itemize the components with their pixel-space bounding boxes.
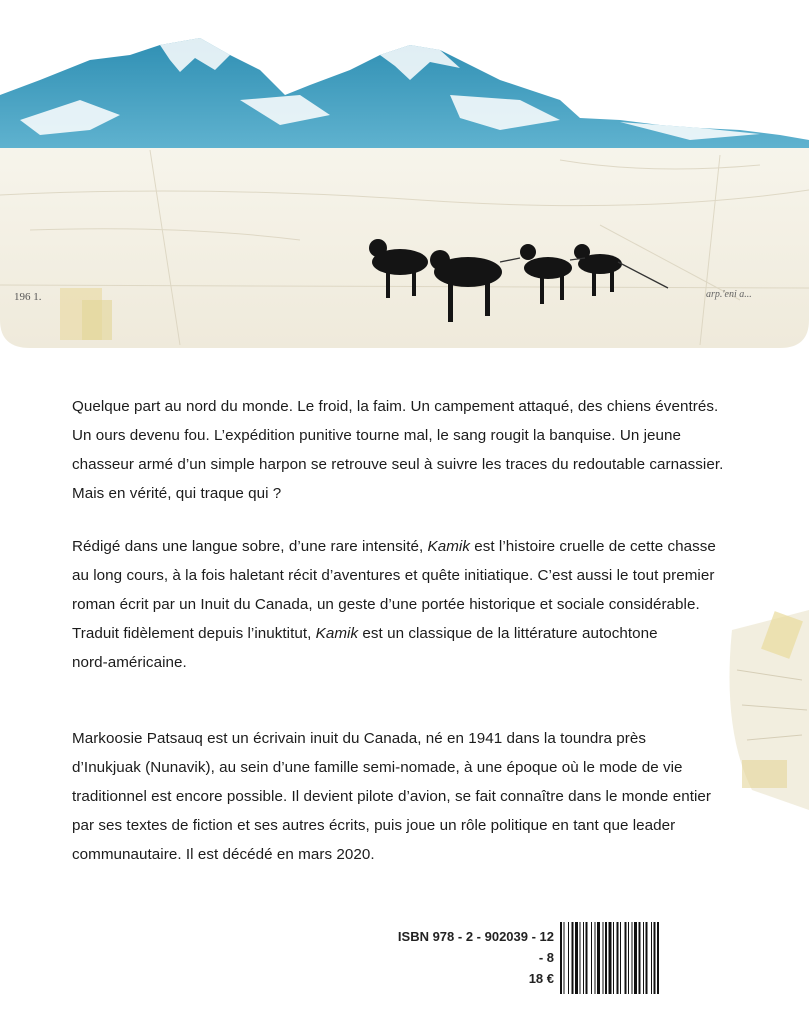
- tape-piece: [82, 300, 112, 340]
- author-bio: [72, 724, 732, 869]
- text-line: Traduit fidèlement depuis l’inuktitut, Kamik est un classique de la littérature autochtone: [72, 625, 658, 642]
- handwriting-right: arp.'eni a...: [706, 289, 752, 300]
- book-title: Kamik: [315, 625, 359, 642]
- isbn-number: ISBN 978 - 2 - 902039 - 12 - 8: [397, 929, 554, 965]
- barcode-icon: [558, 922, 718, 994]
- text-line: Quelque part au nord du monde. Le froid, la faim. Un campement attaqué, des chiens éventrés.: [72, 398, 719, 415]
- text-line: communautaire. Il est décédé en mars 2020.: [72, 846, 375, 863]
- handwriting-left: 196 1.: [14, 291, 42, 303]
- mountains-and-sled-dogs-illustration: [0, 0, 809, 352]
- price: 18 €: [528, 971, 554, 986]
- text-line: Mais en vérité, qui traque qui ?: [72, 485, 282, 502]
- book-title: Kamik: [427, 538, 470, 555]
- text-line: Rédigé dans une langue sobre, d’une rare intensité, Kamik est l’histoire cruelle de cette chasse: [72, 538, 716, 555]
- text-line: roman écrit par un Inuit du Canada, un geste d’une portée historique et sociale considérable.: [72, 596, 700, 613]
- text-line: Markoosie Patsauq est un écrivain inuit du Canada, né en 1941 dans la toundra près: [72, 730, 647, 747]
- text-line: d’Inukjuak (Nunavik), au sein d’une famille semi-nomade, à une époque où le mode de vie: [72, 759, 683, 776]
- text-line: au long cours, à la fois haletant récit d’aventures et quête initiatique. C’est aussi le tout premier: [72, 567, 715, 584]
- text-line: par ses textes de fiction et ses autres écrits, puis joue un rôle politique en tant que leader: [72, 817, 676, 834]
- text-line: Un ours devenu fou. L’expédition punitive tourne mal, le sang rougit la banquise. Un jeune: [72, 427, 682, 444]
- text-line: nord-américaine.: [72, 654, 187, 671]
- text-line: traditionnel est encore possible. Il devient pilote d’avion, se fait connaître dans le monde entier: [72, 788, 711, 805]
- text-line: chasseur armé d’un simple harpon se retrouve seul à suivre les traces du redoutable carnassier.: [72, 456, 724, 473]
- blurb-paragraph-1: [72, 392, 732, 508]
- isbn-block: [394, 926, 554, 989]
- cover-illustration: [0, 0, 809, 352]
- blurb-paragraph-2: [72, 532, 732, 677]
- snowfield: [0, 140, 809, 348]
